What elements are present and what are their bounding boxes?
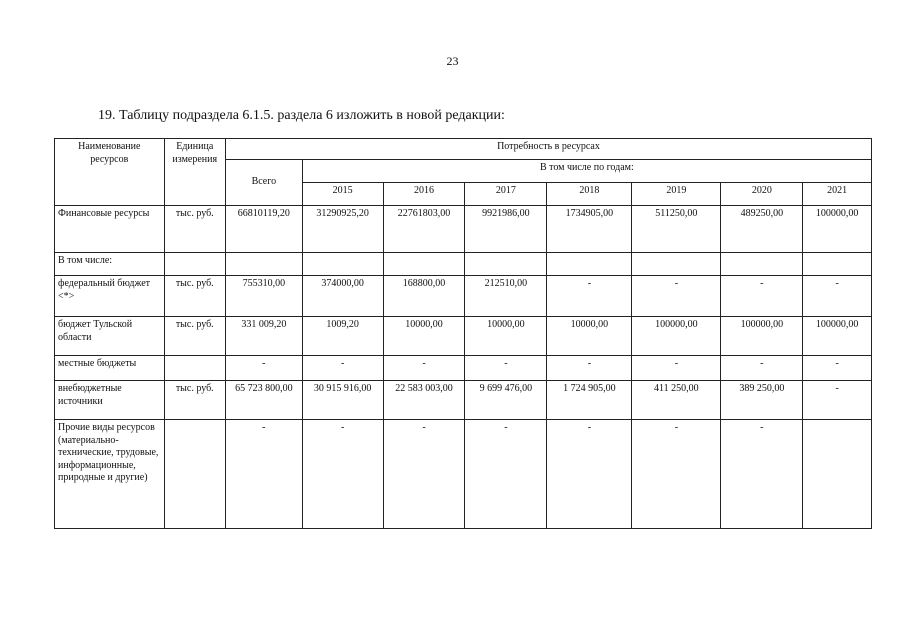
row-unit [164,420,225,529]
header-year: 2021 [803,183,872,206]
cell-value: - [803,276,872,317]
cell-value: - [225,420,302,529]
cell-value: 489250,00 [721,206,803,253]
row-name: В том числе: [55,253,165,276]
table-row [55,317,872,356]
cell-value: - [721,276,803,317]
cell-value: 212510,00 [465,276,547,317]
row-name: Финансовые ресурсы [55,206,165,253]
cell-value: - [302,356,383,381]
row-unit [164,356,225,381]
cell-value: - [547,276,632,317]
header-year: 2017 [465,183,547,206]
cell-value: 389 250,00 [721,381,803,420]
cell-value: 1009,20 [302,317,383,356]
cell-value: 9921986,00 [465,206,547,253]
row-unit: тыс. руб. [164,276,225,317]
cell-value: - [547,420,632,529]
cell-value: 331 009,20 [225,317,302,356]
resources-table [54,138,872,529]
cell-value: 65 723 800,00 [225,381,302,420]
row-unit: тыс. руб. [164,381,225,420]
cell-value: 31290925,20 [302,206,383,253]
header-need: Потребность в ресурсах [225,139,871,160]
header-year: 2020 [721,183,803,206]
cell-value: 10000,00 [465,317,547,356]
cell-value: 9 699 476,00 [465,381,547,420]
header-unit: Единица измерения [164,139,225,206]
cell-value: - [632,356,721,381]
cell-value: 66810119,20 [225,206,302,253]
table-row [55,356,872,381]
table-row [55,276,872,317]
cell-value: 22761803,00 [383,206,465,253]
cell-value: - [225,356,302,381]
cell-value [803,253,872,276]
cell-value: 30 915 916,00 [302,381,383,420]
header-total: Всего [225,160,302,206]
row-unit: тыс. руб. [164,206,225,253]
row-name: внебюджетные источники [55,381,165,420]
page-number: 23 [446,54,459,68]
cell-value: - [465,420,547,529]
cell-value: 374000,00 [302,276,383,317]
row-name: Прочие виды ресурсов (материально-технические, трудовые, информационные, природные и другие) [55,420,165,529]
cell-value [465,253,547,276]
cell-value: - [465,356,547,381]
cell-value: - [632,276,721,317]
cell-value: 511250,00 [632,206,721,253]
cell-value: 10000,00 [547,317,632,356]
cell-value: - [383,420,465,529]
cell-value: 100000,00 [632,317,721,356]
header-year: 2019 [632,183,721,206]
cell-value: 100000,00 [803,206,872,253]
cell-value: 100000,00 [721,317,803,356]
cell-value: 100000,00 [803,317,872,356]
table-row [55,420,872,529]
row-name: федеральный бюджет <*> [55,276,165,317]
cell-value [225,253,302,276]
cell-value: 1 724 905,00 [547,381,632,420]
cell-value [302,253,383,276]
cell-value: - [803,356,872,381]
section-heading: 19. Таблицу подраздела 6.1.5. раздела 6 изложить в новой редакции: [98,108,505,123]
cell-value: 411 250,00 [632,381,721,420]
table-row [55,206,872,253]
cell-value: - [721,356,803,381]
cell-value [803,420,872,529]
cell-value [721,253,803,276]
cell-value: - [547,356,632,381]
row-unit: тыс. руб. [164,317,225,356]
header-year: 2015 [302,183,383,206]
cell-value [632,253,721,276]
header-by-years: В том числе по годам: [302,160,871,183]
cell-value: - [632,420,721,529]
row-unit [164,253,225,276]
cell-value: - [721,420,803,529]
table-row [55,381,872,420]
cell-value [547,253,632,276]
cell-value: 22 583 003,00 [383,381,465,420]
cell-value: - [302,420,383,529]
cell-value: 755310,00 [225,276,302,317]
row-name: бюджет Тульской области [55,317,165,356]
table-row [55,253,872,276]
header-year: 2016 [383,183,465,206]
row-name: местные бюджеты [55,356,165,381]
cell-value: 1734905,00 [547,206,632,253]
cell-value: 168800,00 [383,276,465,317]
cell-value: - [803,381,872,420]
cell-value: - [383,356,465,381]
header-name: Наименование ресурсов [55,139,165,206]
cell-value: 10000,00 [383,317,465,356]
cell-value [383,253,465,276]
header-year: 2018 [547,183,632,206]
